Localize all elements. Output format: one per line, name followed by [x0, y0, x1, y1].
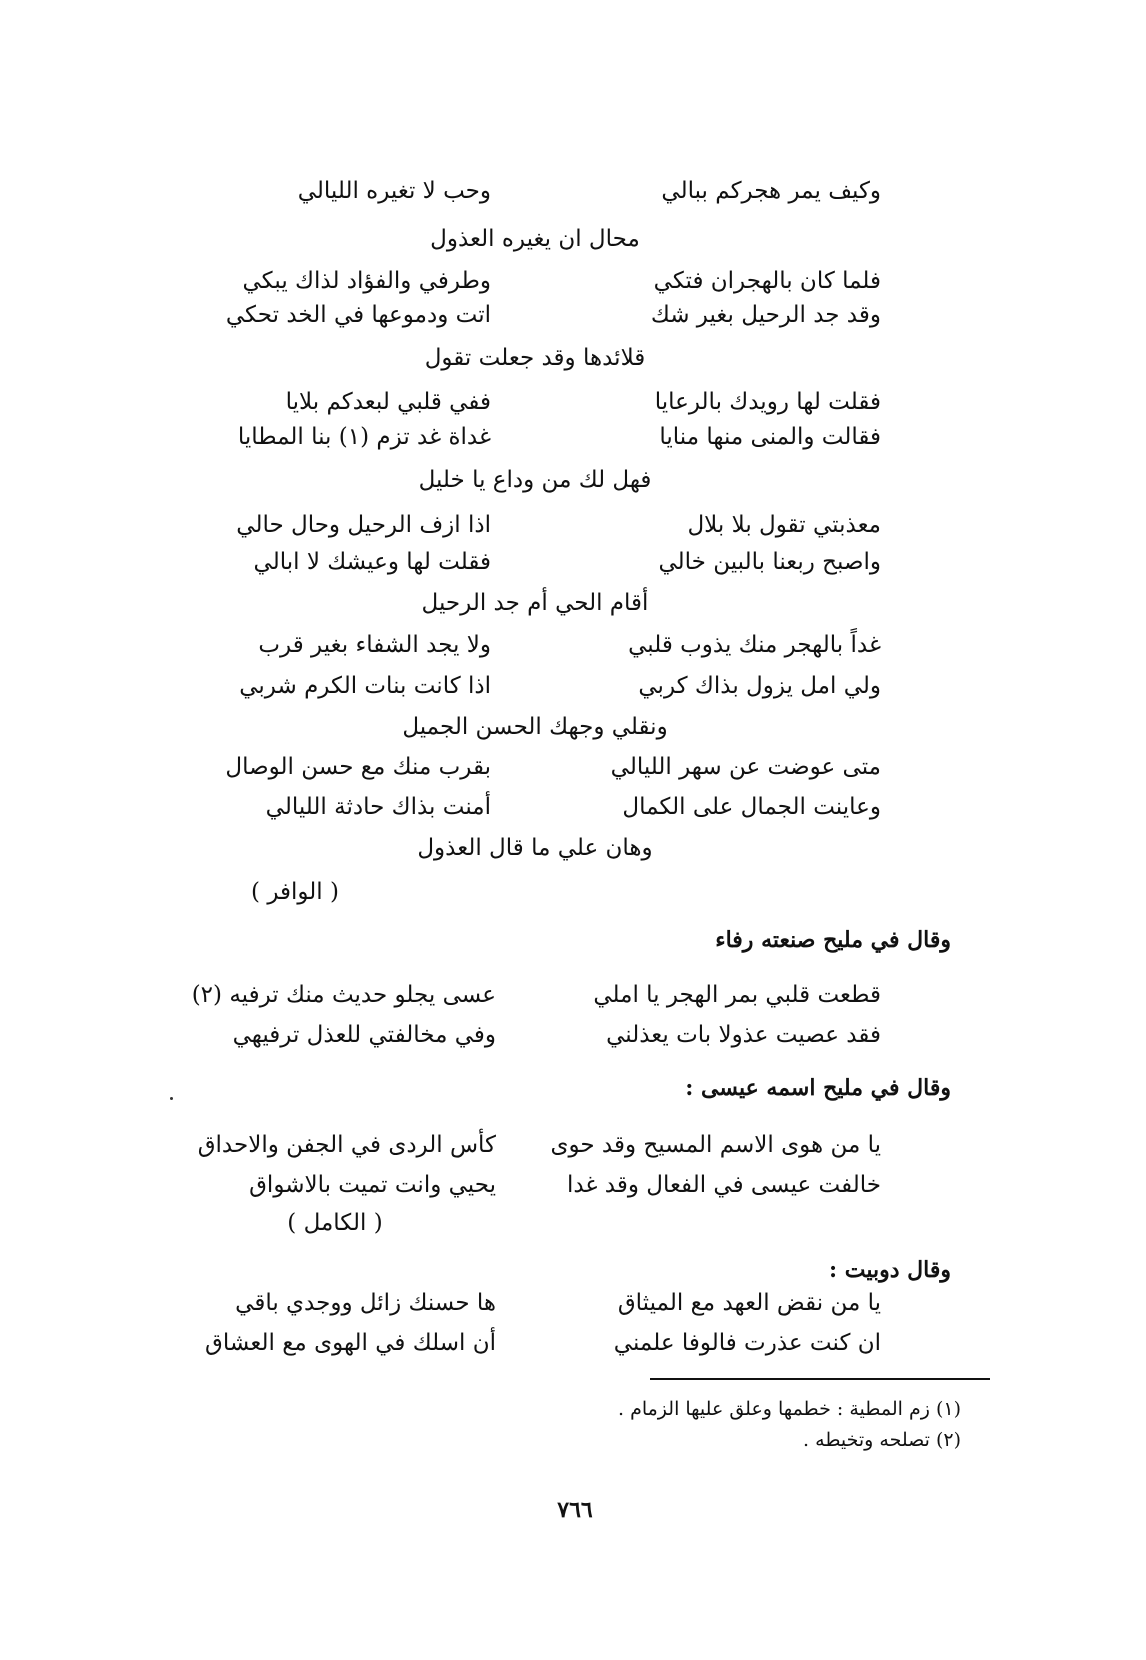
refrain-line: قلائدها وقد جعلت تقول [424, 345, 646, 371]
page-number: ٧٦٦ [557, 1497, 593, 1523]
verse-left: فقلت لها وعيشك لا ابالي [253, 549, 491, 575]
verse-left: وطرفي والفؤاد لذاك يبكي [242, 268, 491, 294]
verse-right: يا من هوى الاسم المسيح وقد حوى [550, 1132, 881, 1158]
verse-right: يا من نقض العهد مع الميثاق [617, 1290, 881, 1316]
verse-right: متى عوضت عن سهر الليالي [610, 754, 881, 780]
meter-label: ( الوافر ) [251, 879, 339, 905]
footnote: (١) زم المطية : خطمها وعلق عليها الزمام . [617, 1398, 961, 1420]
verse-right: فقلت لها رويدك بالرعايا [654, 389, 881, 415]
meter-label: ( الكامل ) [287, 1210, 383, 1236]
verse-left: ولا يجد الشفاء بغير قرب [258, 632, 491, 658]
refrain-line: فهل لك من وداع يا خليل [418, 467, 652, 493]
verse-left: يحيي وانت تميت بالاشواق [249, 1172, 496, 1198]
verse-left: أن اسلك في الهوى مع العشاق [205, 1330, 496, 1356]
speck [170, 1097, 173, 1100]
verse-left: غداة غد تزم (١) بنا المطايا [237, 424, 491, 450]
verse-right: فلما كان بالهجران فتكي [653, 268, 881, 294]
verse-left: اذا ازف الرحيل وحال حالي [236, 512, 491, 538]
verse-right: خالفت عيسى في الفعال وقد غدا [566, 1172, 881, 1198]
verse-right: واصبح ربعنا بالبين خالي [658, 549, 881, 575]
verse-left: أمنت بذاك حادثة الليالي [265, 794, 491, 820]
section-heading: وقال في مليح صنعته رفاء [715, 927, 951, 953]
footnote-separator [650, 1378, 990, 1380]
verse-right: وكيف يمر هجركم ببالي [661, 178, 881, 204]
verse-right: فقد عصيت عذولا بات يعذلني [606, 1022, 881, 1048]
verse-left: عسى يجلو حديث منك ترفيه (٢) [191, 982, 496, 1008]
verse-right: ان كنت عذرت فالوفا علمني [613, 1330, 881, 1356]
verse-right: فقالت والمنى منها منايا [659, 424, 881, 450]
section-heading: وقال في مليح اسمه عيسى : [685, 1075, 951, 1101]
verse-left: وفي مخالفتي للعذل ترفيهي [232, 1022, 496, 1048]
refrain-line: أقام الحي أم جد الرحيل [421, 590, 649, 616]
verse-left: ها حسنك زائل ووجدي باقي [235, 1290, 496, 1316]
verse-left: اتت ودموعها في الخد تحكي [225, 302, 491, 328]
verse-left: كأس الردى في الجفن والاحداق [197, 1132, 496, 1158]
refrain-line: وهان علي ما قال العذول [417, 835, 653, 861]
verse-left: وحب لا تغيره الليالي [297, 178, 491, 204]
refrain-line: ونقلي وجهك الحسن الجميل [402, 714, 668, 740]
footnote: (٢) تصلحه وتخيطه . [803, 1429, 961, 1451]
verse-right: غداً بالهجر منك يذوب قلبي [628, 632, 881, 658]
refrain-line: محال ان يغيره العذول [430, 226, 640, 252]
verse-right: معذبتي تقول بلا بلال [687, 512, 881, 538]
verse-right: ولي امل يزول بذاك كربي [638, 673, 881, 699]
verse-right: وقد جد الرحيل بغير شك [650, 302, 881, 328]
verse-right: وعاينت الجمال على الكمال [622, 794, 881, 820]
verse-left: اذا كانت بنات الكرم شربي [239, 673, 491, 699]
verse-left: ففي قلبي لبعدكم بلايا [285, 389, 491, 415]
verse-right: قطعت قلبي بمر الهجر يا املي [593, 982, 881, 1008]
verse-left: بقرب منك مع حسن الوصال [225, 754, 491, 780]
section-heading: وقال دوبيت : [828, 1257, 951, 1283]
